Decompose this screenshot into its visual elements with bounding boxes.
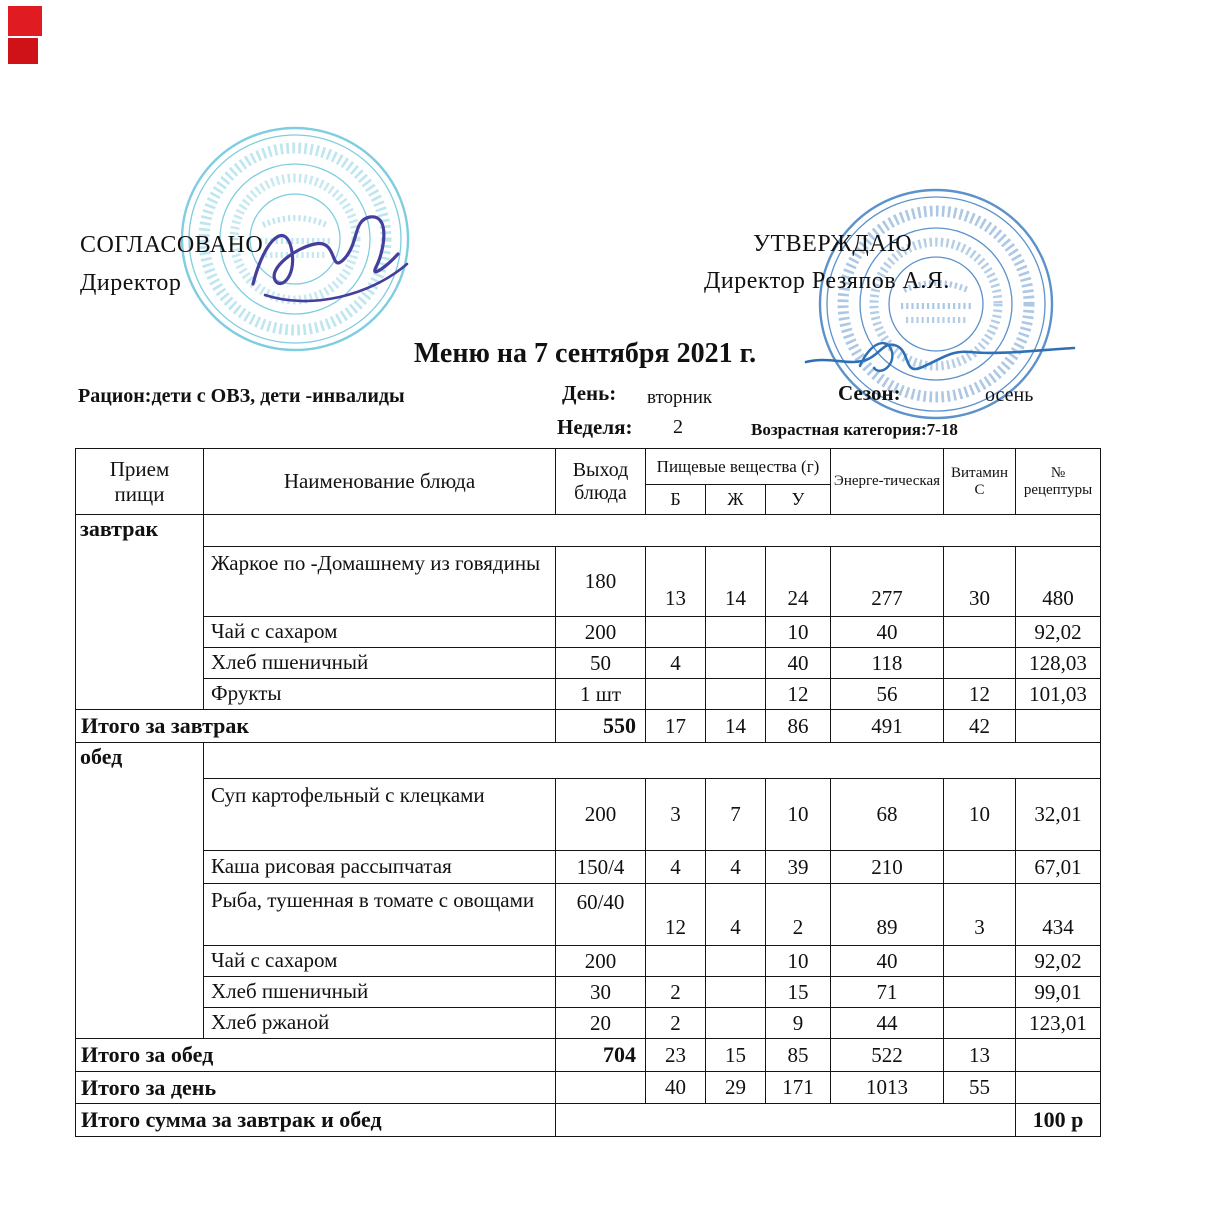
- header-output: Выход блюда: [556, 449, 646, 515]
- header-meal: Прием пищи: [76, 449, 204, 515]
- cell-fat: [706, 679, 766, 710]
- section-row-lunch: [76, 743, 1101, 779]
- cell-protein: 40: [646, 1072, 706, 1104]
- sum-label: Итого сумма за завтрак и обед: [76, 1104, 556, 1137]
- cell-carbs: 9: [766, 1008, 831, 1039]
- cell-protein: 2: [646, 1008, 706, 1039]
- cell-energy: 40: [831, 946, 944, 977]
- cell-energy: 277: [831, 547, 944, 617]
- cell-carbs: 40: [766, 648, 831, 679]
- cell-energy: 522: [831, 1039, 944, 1072]
- total-row-day: [76, 1072, 1101, 1104]
- cell-carbs: 39: [766, 851, 831, 884]
- menu-table: [75, 448, 1101, 1137]
- cell-vitamin: [944, 648, 1016, 679]
- header-carbs: У: [766, 485, 831, 515]
- cell-fat: 14: [706, 547, 766, 617]
- signature-icon: [235, 192, 425, 317]
- red-scan-mark: [8, 38, 38, 64]
- cell-output-total: 704: [556, 1039, 646, 1072]
- cell-output: 50: [556, 648, 646, 679]
- cell-vitamin: 3: [944, 884, 1016, 946]
- cell-protein: [646, 946, 706, 977]
- day-label: День:: [562, 381, 617, 405]
- meal-section-label: завтрак: [76, 515, 204, 710]
- age-category-label: Возрастная категория:7-18: [751, 420, 958, 439]
- cell-recipe: 99,01: [1016, 977, 1101, 1008]
- total-row-lunch: [76, 1039, 1101, 1072]
- page-title: Меню на 7 сентября 2021 г.: [413, 338, 757, 369]
- cell-energy: 491: [831, 710, 944, 743]
- season-value: осень: [985, 384, 1034, 406]
- week-value: 2: [673, 416, 683, 438]
- cell-recipe: 434: [1016, 884, 1101, 946]
- cell-carbs: 15: [766, 977, 831, 1008]
- dish-name: Суп картофельный с клецками: [204, 779, 556, 851]
- header-nutrients: Пищевые вещества (г): [646, 449, 831, 485]
- cell-carbs: 2: [766, 884, 831, 946]
- cell-fat: [706, 1008, 766, 1039]
- cell-vitamin: [944, 977, 1016, 1008]
- header-dish-name: Наименование блюда: [204, 449, 556, 515]
- cell-output: 200: [556, 946, 646, 977]
- cell-vitamin: 13: [944, 1039, 1016, 1072]
- cell-vitamin: 30: [944, 547, 1016, 617]
- cell-protein: 13: [646, 547, 706, 617]
- dish-name: Хлеб пшеничный: [204, 648, 556, 679]
- dish-row: [76, 946, 1101, 977]
- header-vitamin-c: Витамин С: [944, 449, 1016, 515]
- total-row-sum: [76, 1104, 1101, 1137]
- cell-output: 180: [556, 547, 646, 617]
- cell-energy: 71: [831, 977, 944, 1008]
- cell-energy: 40: [831, 617, 944, 648]
- cell-protein: 23: [646, 1039, 706, 1072]
- director-signature-right: [800, 322, 1080, 392]
- agreed-label: СОГЛАСОВАНО: [80, 232, 264, 258]
- cell-output: [556, 1072, 646, 1104]
- cell-recipe: 128,03: [1016, 648, 1101, 679]
- cell-output: 200: [556, 617, 646, 648]
- total-label: Итого за завтрак: [76, 710, 556, 743]
- cell-recipe: 67,01: [1016, 851, 1101, 884]
- cell-fat: [706, 617, 766, 648]
- cell-fat: 4: [706, 851, 766, 884]
- cell-carbs: 12: [766, 679, 831, 710]
- header-recipe-number: № рецептуры: [1016, 449, 1101, 515]
- total-label: Итого за обед: [76, 1039, 556, 1072]
- cell-output: 60/40: [556, 884, 646, 946]
- dish-name: Хлеб ржаной: [204, 1008, 556, 1039]
- agreed-director-label: Директор: [80, 270, 182, 296]
- dish-name: Каша рисовая рассыпчатая: [204, 851, 556, 884]
- cell-vitamin: [944, 1008, 1016, 1039]
- section-spacer: [204, 515, 1101, 547]
- cell-recipe: 32,01: [1016, 779, 1101, 851]
- cell-recipe: 92,02: [1016, 617, 1101, 648]
- cell-vitamin: [944, 946, 1016, 977]
- cell-recipe: [1016, 710, 1101, 743]
- approved-label: УТВЕРЖДАЮ: [753, 231, 913, 257]
- cell-vitamin: 55: [944, 1072, 1016, 1104]
- season-label: Сезон:: [838, 381, 901, 405]
- cell-fat: 15: [706, 1039, 766, 1072]
- cell-energy: 1013: [831, 1072, 944, 1104]
- total-label: Итого за день: [76, 1072, 556, 1104]
- dish-row: [76, 547, 1101, 617]
- cell-vitamin: 42: [944, 710, 1016, 743]
- section-spacer: [204, 743, 1101, 779]
- cell-fat: 14: [706, 710, 766, 743]
- sum-value: 100 р: [1016, 1104, 1101, 1137]
- cell-carbs: 171: [766, 1072, 831, 1104]
- ration-label: Рацион:дети с ОВЗ, дети -инвалиды: [78, 385, 405, 407]
- cell-fat: 4: [706, 884, 766, 946]
- dish-row: [76, 679, 1101, 710]
- dish-name: Хлеб пшеничный: [204, 977, 556, 1008]
- cell-output: 150/4: [556, 851, 646, 884]
- approved-director-label: Директор Резяпов А.Я.: [704, 268, 950, 294]
- cell-energy: 56: [831, 679, 944, 710]
- cell-energy: 118: [831, 648, 944, 679]
- cell-protein: 4: [646, 851, 706, 884]
- cell-protein: [646, 617, 706, 648]
- dish-row: [76, 617, 1101, 648]
- cell-vitamin: [944, 617, 1016, 648]
- dish-name: Рыба, тушенная в томате с овощами: [204, 884, 556, 946]
- cell-output: 1 шт: [556, 679, 646, 710]
- cell-protein: [646, 679, 706, 710]
- red-scan-mark: [8, 6, 42, 36]
- total-row-breakfast: [76, 710, 1101, 743]
- cell-recipe: 92,02: [1016, 946, 1101, 977]
- cell-carbs: 24: [766, 547, 831, 617]
- header-energy: Энерге-тическая: [831, 449, 944, 515]
- cell-energy: 44: [831, 1008, 944, 1039]
- cell-fat: 29: [706, 1072, 766, 1104]
- dish-row: [76, 1008, 1101, 1039]
- cell-energy: 68: [831, 779, 944, 851]
- cell-fat: 7: [706, 779, 766, 851]
- cell-output: 20: [556, 1008, 646, 1039]
- cell-carbs: 10: [766, 779, 831, 851]
- header-protein: Б: [646, 485, 706, 515]
- cell-vitamin: [944, 851, 1016, 884]
- cell-output: 30: [556, 977, 646, 1008]
- dish-row: [76, 977, 1101, 1008]
- cell-energy: 89: [831, 884, 944, 946]
- cell-energy: 210: [831, 851, 944, 884]
- dish-name: Фрукты: [204, 679, 556, 710]
- cell-carbs: 10: [766, 617, 831, 648]
- meal-section-label: обед: [76, 743, 204, 1039]
- dish-row: [76, 648, 1101, 679]
- cell-protein: 12: [646, 884, 706, 946]
- cell-fat: [706, 648, 766, 679]
- director-signature-left: [235, 192, 425, 317]
- header-fat: Ж: [706, 485, 766, 515]
- cell-fat: [706, 977, 766, 1008]
- dish-row: [76, 779, 1101, 851]
- cell-recipe: 480: [1016, 547, 1101, 617]
- cell-protein: 4: [646, 648, 706, 679]
- cell-carbs: 85: [766, 1039, 831, 1072]
- cell-recipe: [1016, 1072, 1101, 1104]
- section-row-breakfast: [76, 515, 1101, 547]
- dish-name: Чай с сахаром: [204, 617, 556, 648]
- cell-output: 200: [556, 779, 646, 851]
- cell-fat: [706, 946, 766, 977]
- cell-recipe: 123,01: [1016, 1008, 1101, 1039]
- cell-protein: 3: [646, 779, 706, 851]
- cell-recipe: [1016, 1039, 1101, 1072]
- cell-carbs: 86: [766, 710, 831, 743]
- week-label: Неделя:: [557, 415, 633, 439]
- dish-row: [76, 884, 1101, 946]
- dish-name: Чай с сахаром: [204, 946, 556, 977]
- cell-vitamin: 12: [944, 679, 1016, 710]
- sum-spacer: [556, 1104, 1016, 1137]
- cell-protein: 2: [646, 977, 706, 1008]
- day-value: вторник: [647, 387, 713, 408]
- cell-vitamin: 10: [944, 779, 1016, 851]
- cell-carbs: 10: [766, 946, 831, 977]
- cell-protein: 17: [646, 710, 706, 743]
- cell-recipe: 101,03: [1016, 679, 1101, 710]
- dish-row: [76, 851, 1101, 884]
- signature-icon: [800, 322, 1080, 392]
- dish-name: Жаркое по -Домашнему из говядины: [204, 547, 556, 617]
- cell-output-total: 550: [556, 710, 646, 743]
